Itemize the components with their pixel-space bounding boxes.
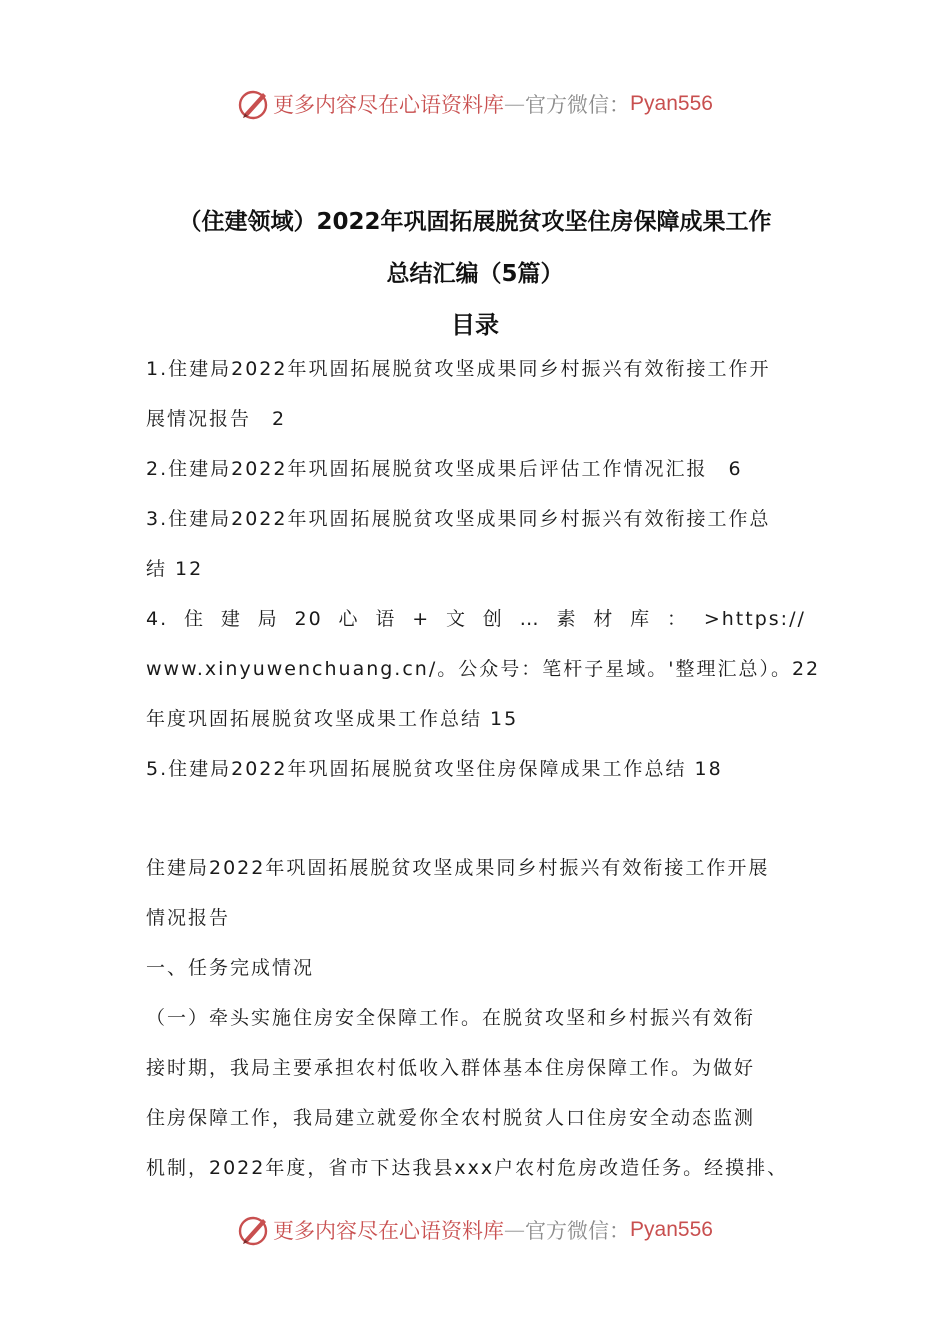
pen-logo-icon: [237, 1213, 271, 1247]
toc-token: 库: [630, 608, 652, 630]
document-body: [146, 843, 808, 1193]
toc-line: 3.住建局2022年巩固拓展脱贫攻坚成果同乡村振兴有效衔接工作总: [146, 508, 771, 530]
banner-dash: —: [504, 1218, 526, 1242]
toc-token: 4.: [146, 608, 169, 630]
body-line: 接时期，我局主要承担农村低收入群体基本住房保障工作。为做好: [146, 1057, 756, 1079]
banner-dash: —: [504, 92, 526, 116]
banner-promo-text: 更多内容尽在心语资料库: [273, 93, 505, 117]
toc-token: 文: [445, 608, 467, 630]
banner-wechat-id: Pyan556: [630, 92, 713, 115]
toc-token: ：: [667, 608, 689, 630]
body-line: 机制，2022年度，省市下达我县xxx户农村危房改造任务。经摸排、: [146, 1157, 789, 1179]
body-line: （一）牵头实施住房安全保障工作。在脱贫攻坚和乡村振兴有效衔: [146, 1007, 756, 1029]
toc-line: 2.住建局2022年巩固拓展脱贫攻坚成果后评估工作情况汇报 6: [146, 458, 743, 480]
table-of-contents: [146, 344, 821, 794]
toc-line: www.xinyuwenchuang.cn/。公众号：笔杆子星域。'整理汇总）。22: [146, 658, 821, 680]
banner-wechat-label: 官方微信：: [525, 93, 631, 117]
toc-heading: 目录: [451, 311, 499, 339]
toc-token: 心: [338, 608, 360, 630]
footer-watermark-banner: [0, 1210, 950, 1250]
toc-token: 创: [482, 608, 504, 630]
toc-line: 5.住建局2022年巩固拓展脱贫攻坚住房保障成果工作总结 18: [146, 758, 723, 780]
toc-token: 建: [220, 608, 242, 630]
toc-line: 结 12: [146, 558, 204, 580]
toc-token: +: [412, 608, 431, 630]
toc-line: 年度巩固拓展脱贫攻坚成果工作总结 15: [146, 708, 519, 730]
toc-token: 素: [556, 608, 578, 630]
toc-token: 语: [375, 608, 397, 630]
body-line: 情况报告: [146, 907, 231, 929]
toc-token: …: [519, 608, 541, 630]
banner-wechat-label: 官方微信：: [525, 1219, 631, 1243]
toc-token: 住: [183, 608, 205, 630]
toc-token: 局: [257, 608, 279, 630]
body-line: 住建局2022年巩固拓展脱贫攻坚成果同乡村振兴有效衔接工作开展: [146, 857, 770, 879]
toc-line: 展情况报告 2: [146, 408, 287, 430]
banner-wechat-id: Pyan556: [630, 1218, 713, 1241]
toc-line: 1.住建局2022年巩固拓展脱贫攻坚成果同乡村振兴有效衔接工作开: [146, 358, 771, 380]
document-title-line2: 总结汇编（5篇）: [386, 261, 564, 287]
toc-line-item4: [146, 594, 806, 644]
toc-token: 20: [294, 608, 323, 630]
header-watermark-banner: [0, 84, 950, 124]
toc-token: >https://: [703, 608, 806, 630]
document-title-line1: （住建领域）2022年巩固拓展脱贫攻坚住房保障成果工作: [178, 209, 772, 235]
body-line: 住房保障工作，我局建立就爱你全农村脱贫人口住房安全动态监测: [146, 1107, 756, 1129]
pen-logo-icon: [237, 87, 271, 121]
section-heading: 一、任务完成情况: [146, 957, 315, 979]
toc-token: 材: [593, 608, 615, 630]
banner-promo-text: 更多内容尽在心语资料库: [273, 1219, 505, 1243]
